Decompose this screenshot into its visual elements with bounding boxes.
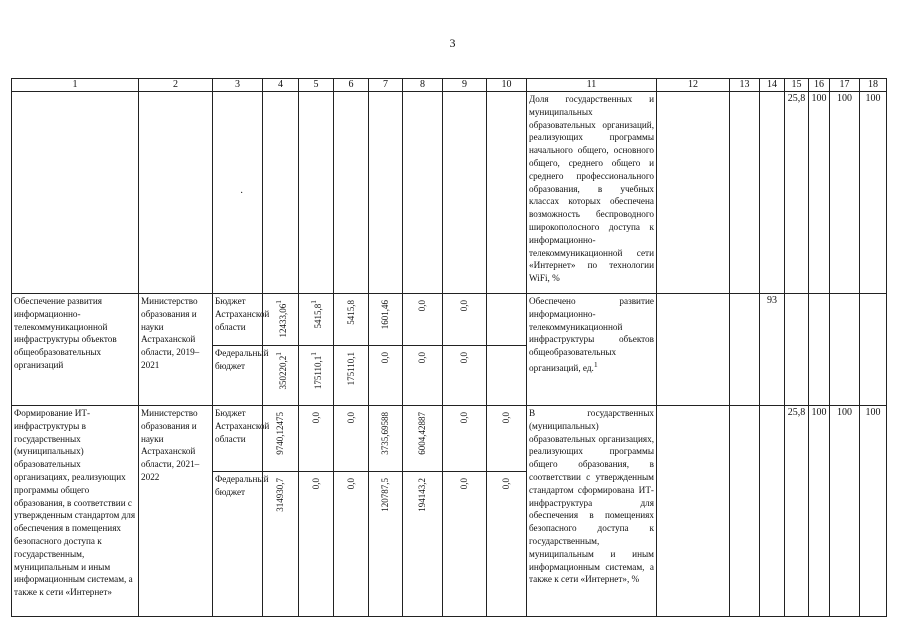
amount-value: 5415,8$^1$: [309, 300, 323, 329]
col-header: 9: [443, 79, 487, 92]
amount-value: 12433,06$^1$: [273, 300, 288, 338]
col-header: 4: [263, 79, 299, 92]
table-row: [12, 92, 887, 294]
amount-value: 0,0: [501, 478, 511, 490]
program-table: [11, 78, 887, 617]
value-cell: 100: [860, 406, 887, 617]
value-cell: 100: [809, 92, 830, 294]
col-header: 6: [334, 79, 369, 92]
amount-value: 0,0: [459, 478, 469, 490]
indicator-cell: В государственных (муниципальных) образовательных организациях, реализующих программы общего образования, в соответствии с утвержденным стандартом сформирована ИТ-инфраструктура для обеспечения в помещениях безопасного доступа к государственным, муниципальным и иным информационным системам, а также к сети «Интернет», %: [527, 406, 657, 617]
indicator-cell: Доля государственных и муниципальных образовательных организаций, реализующих программы начального общего, основного общего, среднего общего и среднего профессионального образования, в учебных классах которых обеспечена возможность беспроводного широкополосного доступа к информационно-телекоммуникационной сети «Интернет» по технологии WiFi, %: [527, 92, 657, 294]
amount-value: 3735,69588: [380, 412, 390, 455]
col-header: 17: [830, 79, 860, 92]
col-header: 14: [760, 79, 785, 92]
value-cell: 25,8: [785, 92, 809, 294]
col-header: 7: [369, 79, 403, 92]
amount-value: 175110,1: [345, 352, 356, 386]
amount-value: 6004,42887: [417, 412, 427, 455]
table-row: [12, 294, 887, 346]
value-cell: 93: [760, 294, 785, 406]
amount-value: 1601,46: [380, 300, 390, 330]
executor-cell: Министерство образования и науки Астраханской области, 2021–2022: [139, 406, 213, 617]
value-cell: 100: [830, 92, 860, 294]
col-header: 8: [403, 79, 443, 92]
col-header: 10: [487, 79, 527, 92]
table-row: [12, 406, 887, 472]
header-row: [12, 79, 887, 92]
activity-name: Обеспечение развития информационно-телекоммуникационной инфраструктуры объектов общеобразовательных организаций: [12, 294, 139, 406]
amount-value: 9740,12475: [275, 412, 285, 455]
col-header: 18: [860, 79, 887, 92]
amount-value: 0,0: [459, 412, 469, 424]
amount-value: 0,0: [459, 352, 469, 364]
value-cell: 100: [809, 406, 830, 617]
stray-mark: ·: [240, 188, 244, 199]
col-header: 1: [12, 79, 139, 92]
funding-source: Бюджет Астраханской области: [213, 294, 263, 346]
amount-value: 0,0: [501, 412, 511, 424]
amount-value: 0,0: [310, 478, 321, 490]
page-number: 3: [449, 36, 456, 50]
col-header: 2: [139, 79, 213, 92]
value-cell: 100: [860, 92, 887, 294]
col-header: 11: [527, 79, 657, 92]
amount-value: 0,0: [417, 300, 427, 312]
amount-value: 314930,7: [275, 478, 285, 512]
activity-name: Формирование ИТ-инфраструктуры в государственных (муниципальных) образовательных организациях, реализующих программы общего образования, в соответствии с утвержденным стандартом для обеспечения в помещениях безопасного доступа к государственным, муниципальным и иным информационным системам, а также к сети «Интернет»: [12, 406, 139, 617]
col-header: 5: [299, 79, 334, 92]
indicator-cell: Обеспечено развитие информационно-телекоммуникационной инфраструктуры объектов общеобразовательных организаций, ед.$^1$: [527, 294, 657, 406]
col-header: 13: [730, 79, 760, 92]
amount-value: 194143,2: [417, 478, 427, 512]
funding-source: Федеральный бюджет: [213, 346, 263, 406]
col-header: 15: [785, 79, 809, 92]
amount-value: 0,0: [380, 352, 390, 364]
amount-value: 0,0: [459, 300, 469, 312]
col-header: 16: [809, 79, 830, 92]
funding-source: Федеральный бюджет: [213, 472, 263, 617]
amount-value: 0,0: [345, 412, 356, 424]
amount-value: 175110,1$^1$: [309, 352, 323, 390]
amount-value: 0,0: [417, 352, 427, 364]
amount-value: 5415,8: [345, 300, 356, 325]
col-header: 3: [213, 79, 263, 92]
amount-value: 0,0: [310, 412, 321, 424]
value-cell: 25,8: [785, 406, 809, 617]
value-cell: 100: [830, 406, 860, 617]
funding-source: Бюджет Астраханской области: [213, 406, 263, 472]
amount-value: 0,0: [345, 478, 356, 490]
amount-value: 120787,5: [380, 478, 390, 512]
executor-cell: Министерство образования и науки Астраханской области, 2019–2021: [139, 294, 213, 406]
col-header: 12: [657, 79, 730, 92]
amount-value: 350220,2$^1$: [273, 352, 288, 390]
